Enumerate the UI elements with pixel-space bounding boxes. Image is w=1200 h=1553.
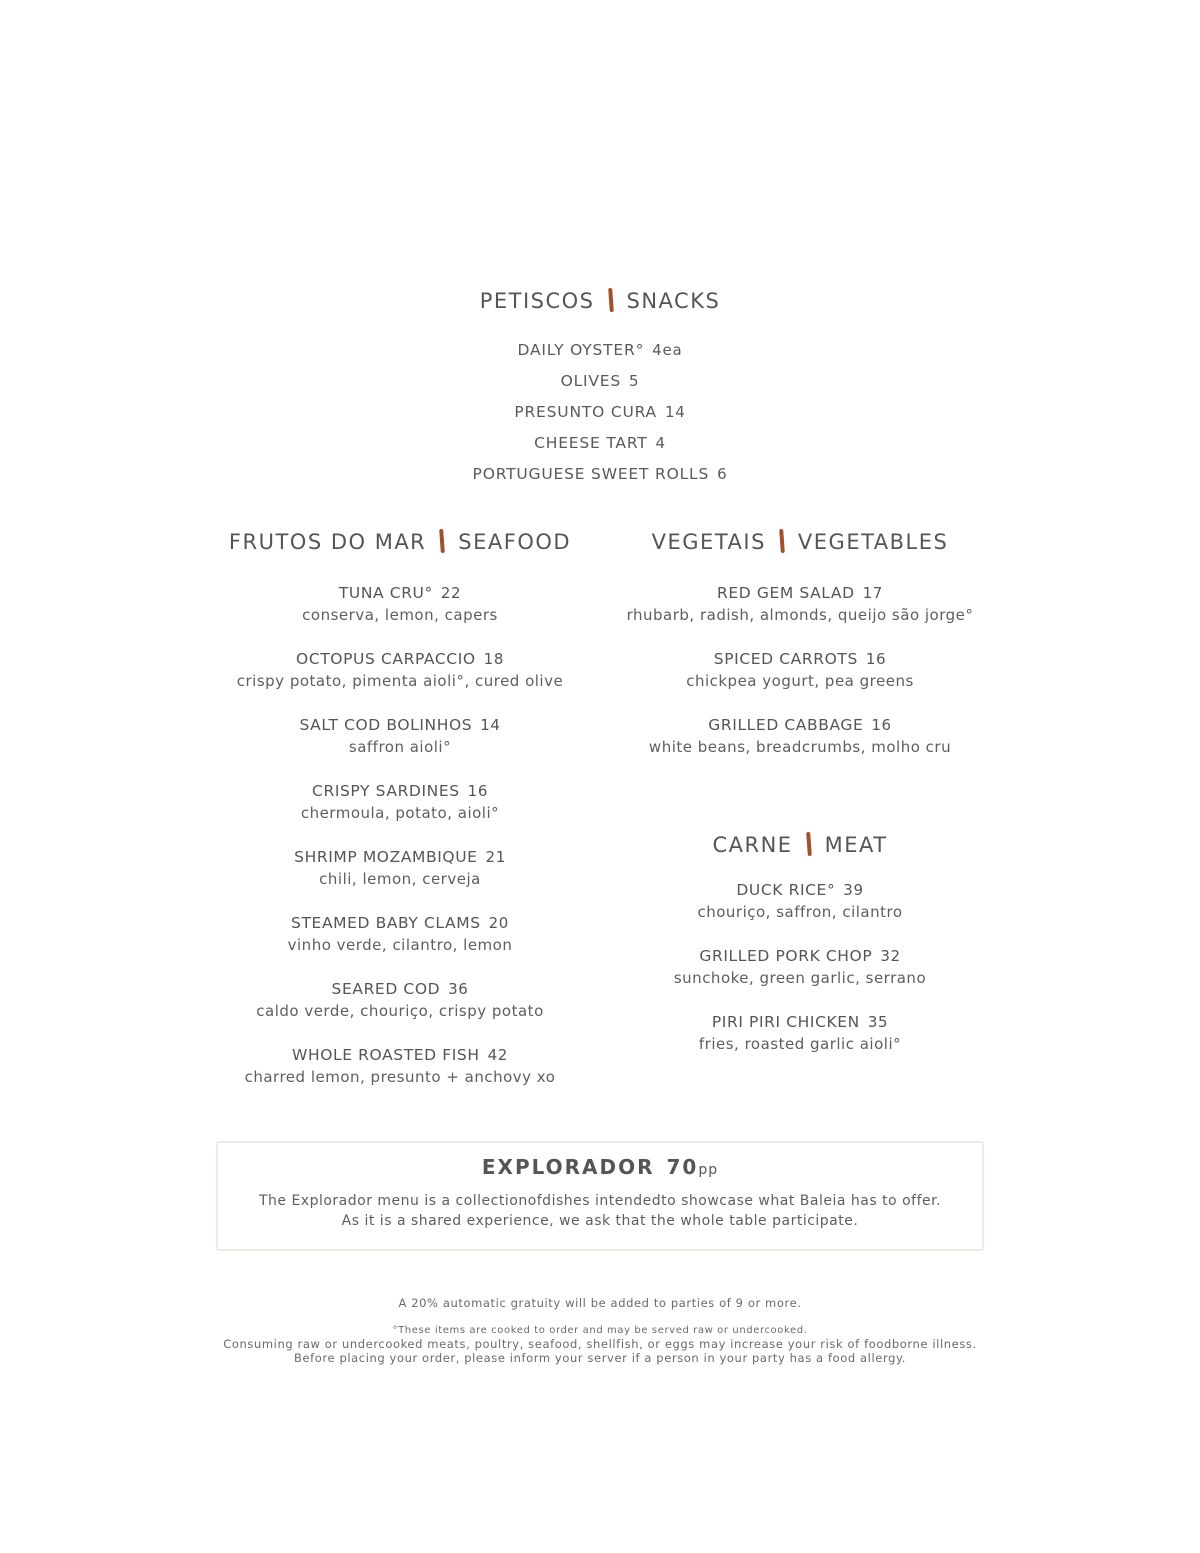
menu-item (200, 912, 600, 978)
menu-item (200, 714, 600, 780)
item-price: 20 (488, 914, 509, 932)
seafood-heading (200, 529, 600, 554)
item-name: OLIVES (560, 372, 622, 390)
item-description: white beans, breadcrumbs, molho cru (648, 738, 952, 756)
menu-item (600, 945, 1000, 1011)
meat-title-pt: CARNE (712, 833, 793, 857)
item-name-line (200, 978, 600, 1000)
item-description: sunchoke, green garlic, serrano (673, 969, 927, 987)
item-description: chili, lemon, cerveja (319, 870, 481, 888)
item-name: GRILLED CABBAGE (708, 716, 864, 734)
item-description: fries, roasted garlic aioli° (698, 1035, 902, 1053)
menu-item (200, 780, 600, 846)
explorador-description (218, 1191, 982, 1231)
item-name: OCTOPUS CARPACCIO (296, 650, 476, 668)
item-name-line (200, 648, 600, 670)
menu-item (600, 1011, 1000, 1077)
item-name-line (600, 582, 1000, 604)
item-description: chouriço, saffron, cilantro (697, 903, 903, 921)
item-name: SALT COD BOLINHOS (299, 716, 473, 734)
snacks-title-pt: PETISCOS (479, 289, 595, 313)
item-description: crispy potato, pimenta aioli°, cured olive (236, 672, 564, 690)
item-name-line (200, 714, 600, 736)
item-description: rhubarb, radish, almonds, queijo são jorge° (626, 606, 974, 624)
menu-item (600, 648, 1000, 714)
item-name: PIRI PIRI CHICKEN (711, 1013, 860, 1031)
item-price: 5 (629, 372, 640, 390)
menu-item (300, 338, 900, 369)
item-price: 39 (843, 881, 864, 899)
explorador-title-line (218, 1155, 982, 1179)
item-name-line (200, 1044, 600, 1066)
item-name: TUNA CRU° (338, 584, 433, 602)
menu-item (200, 648, 600, 714)
heading-divider (806, 832, 812, 856)
item-description: charred lemon, presunto + anchovy xo (244, 1068, 556, 1086)
vegetables-list (600, 582, 1000, 780)
item-price: 16 (871, 716, 892, 734)
meat-heading (600, 832, 1000, 857)
item-price: 16 (467, 782, 488, 800)
explorador-price-unit: pp (698, 1162, 719, 1178)
item-description: chermoula, potato, aioli° (300, 804, 500, 822)
vegetables-title-pt: VEGETAIS (651, 530, 766, 554)
menu-item (200, 582, 600, 648)
disclaimer (150, 1325, 1050, 1365)
explorador-box (216, 1141, 984, 1251)
menu-item (600, 879, 1000, 945)
item-description: saffron aioli° (348, 738, 452, 756)
seafood-title-pt: FRUTOS DO MAR (228, 530, 427, 554)
foodborne-warning: Consuming raw or undercooked meats, poultry, seafood, shellfish, or eggs may increase your risk of foodborne illness. (223, 1337, 977, 1351)
item-price: 6 (717, 465, 728, 483)
snacks-heading (300, 288, 900, 313)
menu-item (300, 431, 900, 462)
seafood-list (200, 582, 600, 1110)
item-price: 21 (485, 848, 506, 866)
snacks-title-en: SNACKS (626, 289, 721, 313)
seafood-title-en: SEAFOOD (458, 530, 572, 554)
menu-item (600, 582, 1000, 648)
item-name-line (600, 714, 1000, 736)
item-name: SHRIMP MOZAMBIQUE (294, 848, 478, 866)
menu-item (600, 714, 1000, 780)
item-description: chickpea yogurt, pea greens (686, 672, 914, 690)
item-name: WHOLE ROASTED FISH (292, 1046, 480, 1064)
item-name: DAILY OYSTER° (517, 341, 645, 359)
item-name-line (200, 780, 600, 802)
vegetables-heading (600, 529, 1000, 554)
menu-item (200, 978, 600, 1044)
item-price: 14 (480, 716, 501, 734)
item-price: 35 (867, 1013, 889, 1031)
item-name-line (600, 1011, 1000, 1033)
item-price: 4 (655, 434, 666, 452)
item-name-line (600, 945, 1000, 967)
item-name: DUCK RICE° (736, 881, 836, 899)
vegetables-title-en: VEGETABLES (797, 530, 949, 554)
heading-divider (779, 529, 785, 553)
item-name: PORTUGUESE SWEET ROLLS (472, 465, 710, 483)
item-price: 16 (865, 650, 887, 668)
item-name: CRISPY SARDINES (312, 782, 460, 800)
menu-item (300, 400, 900, 431)
item-name: SPICED CARROTS (713, 650, 858, 668)
explorador-price: 70 (666, 1155, 699, 1179)
explorador-line-2: As it is a shared experience, we ask that the whole table participate. (341, 1213, 859, 1229)
item-price: 4ea (652, 341, 683, 359)
item-name: CHEESE TART (534, 434, 648, 452)
item-name: SEARED COD (331, 980, 441, 998)
item-price: 32 (880, 947, 901, 965)
item-price: 14 (664, 403, 686, 421)
raw-items-note: °These items are cooked to order and may be served raw or undercooked. (392, 1325, 808, 1336)
gratuity-note: A 20% automatic gratuity will be added to parties of 9 or more. (398, 1296, 802, 1310)
item-name: STEAMED BABY CLAMS (291, 914, 481, 932)
explorador-line-1: The Explorador menu is a collectionofdishes intendedto showcase what Baleia has to offer. (258, 1193, 942, 1209)
item-name-line (200, 912, 600, 934)
item-price: 17 (862, 584, 883, 602)
heading-divider (608, 288, 614, 312)
menu-item (300, 369, 900, 400)
item-description: conserva, lemon, capers (302, 606, 498, 624)
snacks-list (300, 338, 900, 493)
heading-divider (439, 529, 445, 553)
menu-item (300, 462, 900, 493)
item-description: caldo verde, chouriço, crispy potato (256, 1002, 544, 1020)
item-name-line (600, 648, 1000, 670)
item-name-line (600, 879, 1000, 901)
item-name-line (200, 846, 600, 868)
item-price: 42 (487, 1046, 508, 1064)
menu-item (200, 1044, 600, 1110)
menu-item (200, 846, 600, 912)
explorador-title: EXPLORADOR (481, 1155, 655, 1179)
item-price: 22 (440, 584, 462, 602)
item-name: PRESUNTO CURA (514, 403, 657, 421)
allergy-note: Before placing your order, please inform your server if a person in your party has a food allergy. (293, 1351, 906, 1365)
item-price: 18 (483, 650, 504, 668)
meat-title-en: MEAT (824, 833, 888, 857)
meat-list (600, 879, 1000, 1077)
item-description: vinho verde, cilantro, lemon (287, 936, 513, 954)
item-name-line (200, 582, 600, 604)
item-name: GRILLED PORK CHOP (699, 947, 873, 965)
item-name: RED GEM SALAD (717, 584, 855, 602)
item-price: 36 (448, 980, 469, 998)
